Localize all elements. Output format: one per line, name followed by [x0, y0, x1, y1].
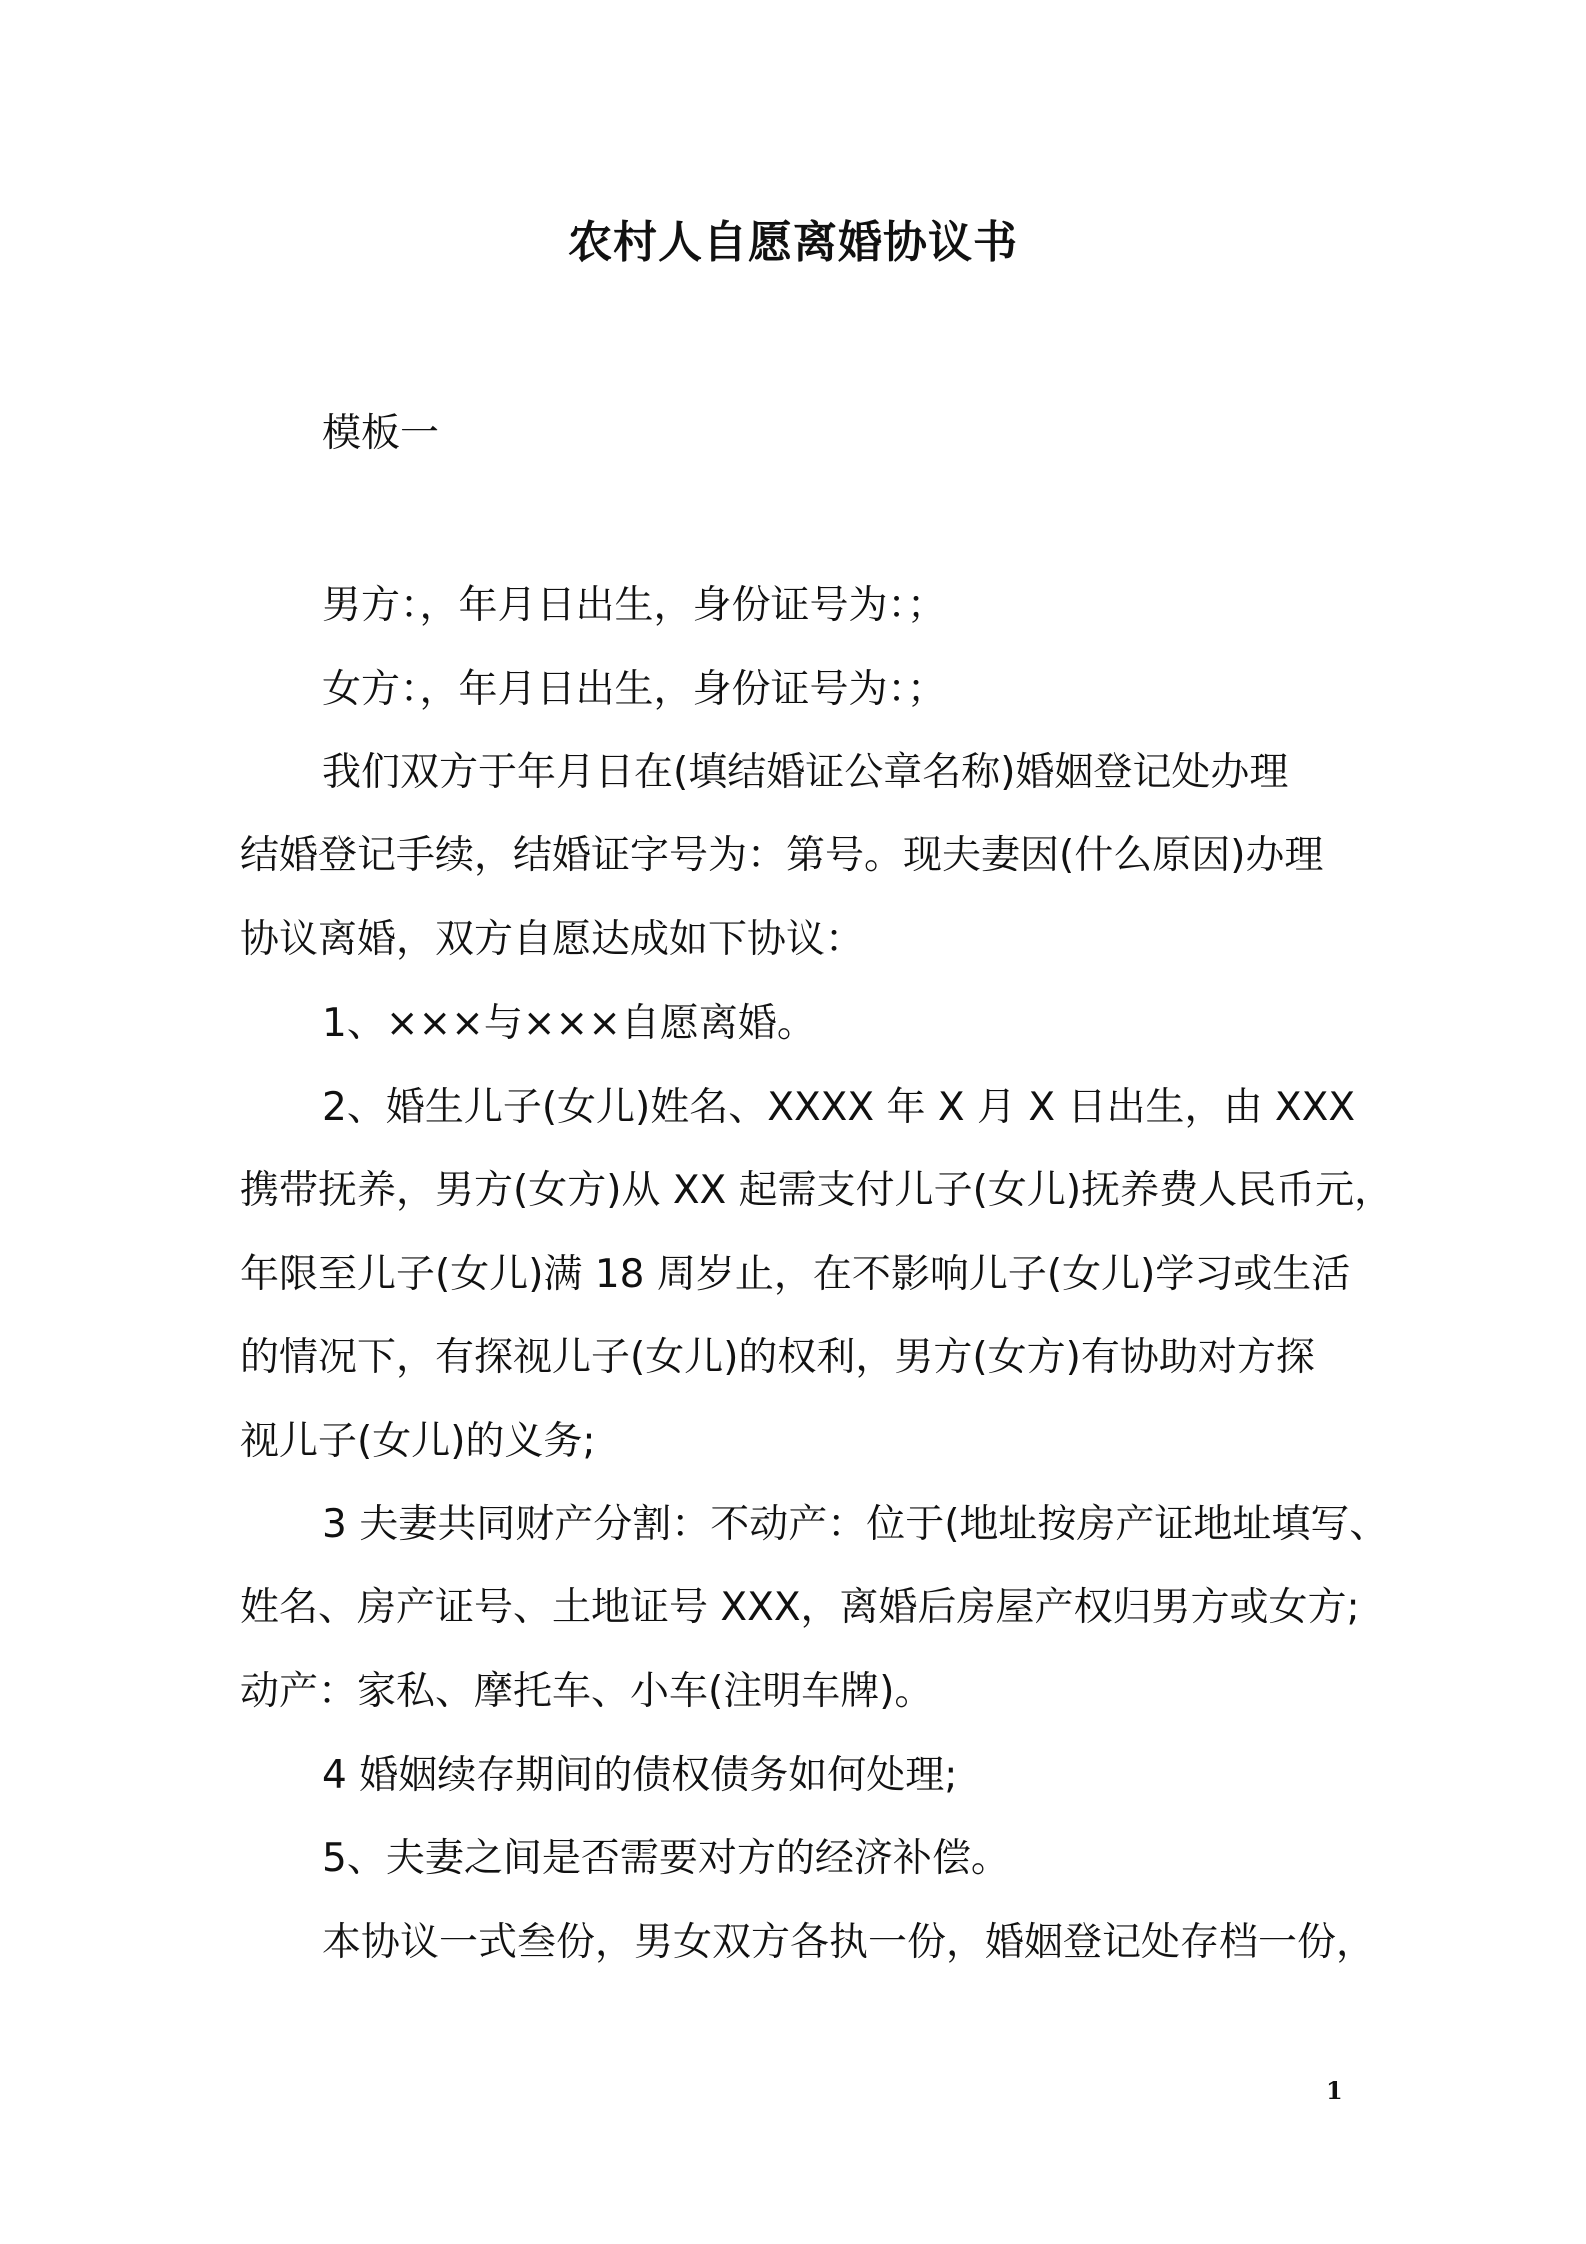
clause-4-line: 4 婚姻续存期间的债权债务如何处理; [322, 1753, 958, 1798]
party-male-line: 男方：，年月日出生，身份证号为：； [322, 583, 947, 628]
clause-3-line: 3 夫妻共同财产分割：不动产：位于(地址按房产证地址填写、 [322, 1502, 1389, 1547]
clause-2-line: 年限至儿子(女儿)满 18 周岁止，在不影响儿子(女儿)学习或生活 [240, 1252, 1351, 1297]
clause-2-line: 的情况下，有探视儿子(女儿)的权利，男方(女方)有协助对方探 [240, 1335, 1315, 1380]
document-title: 农村人自愿离婚协议书 [568, 217, 1018, 268]
paragraph-line: 我们双方于年月日在(填结婚证公章名称)婚姻登记处办理 [322, 750, 1289, 795]
party-female-line: 女方：，年月日出生，身份证号为：； [322, 667, 947, 712]
paragraph-line: 结婚登记手续，结婚证字号为：第号。现夫妻因(什么原因)办理 [240, 833, 1324, 878]
clause-1-line: 1、×××与×××自愿离婚。 [322, 1001, 816, 1046]
clause-5-line: 5、夫妻之间是否需要对方的经济补偿。 [322, 1836, 1010, 1881]
clause-2-line: 视儿子(女儿)的义务; [240, 1419, 596, 1464]
closing-line: 本协议一式叁份，男女双方各执一份，婚姻登记处存档一份， [322, 1920, 1376, 1965]
template-label: 模板一 [322, 411, 440, 456]
paragraph-line: 协议离婚，双方自愿达成如下协议： [240, 917, 865, 962]
clause-2-line: 携带抚养，男方(女方)从 XX 起需支付儿子(女儿)抚养费人民币元， [240, 1168, 1394, 1213]
clause-3-line: 动产：家私、摩托车、小车(注明车牌)。 [240, 1669, 934, 1714]
page-number: 1 [1326, 2076, 1343, 2105]
clause-3-line: 姓名、房产证号、土地证号 XXX，离婚后房屋产权归男方或女方; [240, 1585, 1360, 1630]
clause-2-line: 2、婚生儿子(女儿)姓名、XXXX 年 X 月 X 日出生，由 XXX [322, 1085, 1356, 1130]
